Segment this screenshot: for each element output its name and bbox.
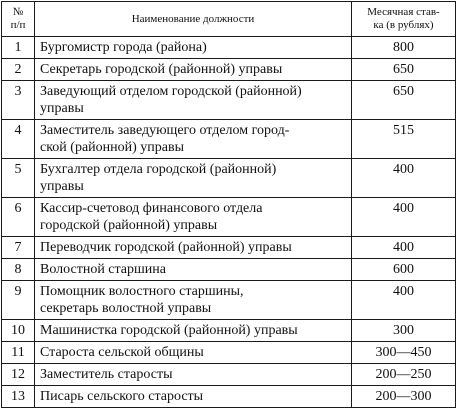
position-title-line: секретарь волостной управы [40,301,212,316]
row-number: 2 [2,59,35,81]
position-title-line: управы [40,179,84,194]
position-title-line: Бухгалтер отдела городской (районной) [40,162,277,177]
header-number-line2: п/п [10,19,26,31]
monthly-rate: 400 [352,198,456,237]
table-body [2,37,456,408]
monthly-rate: 515 [352,120,456,159]
header-rate-line1: Месячная став- [367,6,440,18]
position-title [35,364,352,386]
position-title-line: Бургомистр города (района) [40,40,207,55]
position-title [35,37,352,59]
position-title-line: Помощник волостного старшины, [40,284,244,299]
position-title-line: Заместитель старосты [40,367,173,382]
header-number [2,2,35,37]
position-title-line: ской (районной) управы [40,140,185,155]
monthly-rate: 300 [352,320,456,342]
position-title-line: Переводчик городской (районной) управы [40,240,292,255]
position-title [35,320,352,342]
position-title-line: Кассир-счетовод финансового отдела [40,201,263,216]
table-row [2,237,456,259]
position-title-line: Секретарь городской (районной) управы [40,62,283,77]
header-position-title: Наименование должности [35,2,352,37]
position-title-line: Заместитель заведующего отделом город- [40,123,290,138]
table-row [2,198,456,237]
position-title [35,386,352,408]
header-row [2,2,456,37]
row-number: 11 [2,342,35,364]
table-row [2,59,456,81]
table-row [2,386,456,408]
table-row [2,120,456,159]
header-rate-line2: ка (в рублях) [373,19,434,31]
table-row [2,364,456,386]
row-number: 5 [2,159,35,198]
monthly-rate: 400 [352,237,456,259]
table-row [2,281,456,320]
position-title-line: Заведующий отделом городской (районной) [40,84,302,99]
row-number: 3 [2,81,35,120]
monthly-rate: 200—300 [352,386,456,408]
position-title-line: Волостной старшина [40,262,166,277]
monthly-rate: 200—250 [352,364,456,386]
row-number: 12 [2,364,35,386]
monthly-rate: 800 [352,37,456,59]
header-number-line1: № [12,6,24,18]
position-title-line: городской (районной) управы [40,218,218,233]
row-number: 10 [2,320,35,342]
table-row [2,81,456,120]
position-title-line: Староста сельской общины [40,345,204,360]
position-title-line: управы [40,101,84,116]
position-title-line: Писарь сельского старосты [40,389,204,404]
monthly-rate: 650 [352,81,456,120]
monthly-rate: 400 [352,159,456,198]
table-row [2,159,456,198]
position-title [35,81,352,120]
header-monthly-rate [352,2,456,37]
table-row [2,37,456,59]
row-number: 1 [2,37,35,59]
position-title [35,59,352,81]
table-row [2,320,456,342]
monthly-rate: 600 [352,259,456,281]
row-number: 7 [2,237,35,259]
position-title-line: Машинистка городской (районной) управы [40,323,298,338]
position-title [35,120,352,159]
monthly-rate: 300—450 [352,342,456,364]
row-number: 4 [2,120,35,159]
row-number: 13 [2,386,35,408]
position-title [35,342,352,364]
position-title [35,259,352,281]
table-row [2,259,456,281]
table-header [2,2,456,37]
position-title [35,159,352,198]
position-title [35,198,352,237]
row-number: 6 [2,198,35,237]
position-title [35,237,352,259]
monthly-rate: 400 [352,281,456,320]
salary-table [1,1,456,408]
monthly-rate: 650 [352,59,456,81]
table-row [2,342,456,364]
position-title [35,281,352,320]
row-number: 8 [2,259,35,281]
row-number: 9 [2,281,35,320]
